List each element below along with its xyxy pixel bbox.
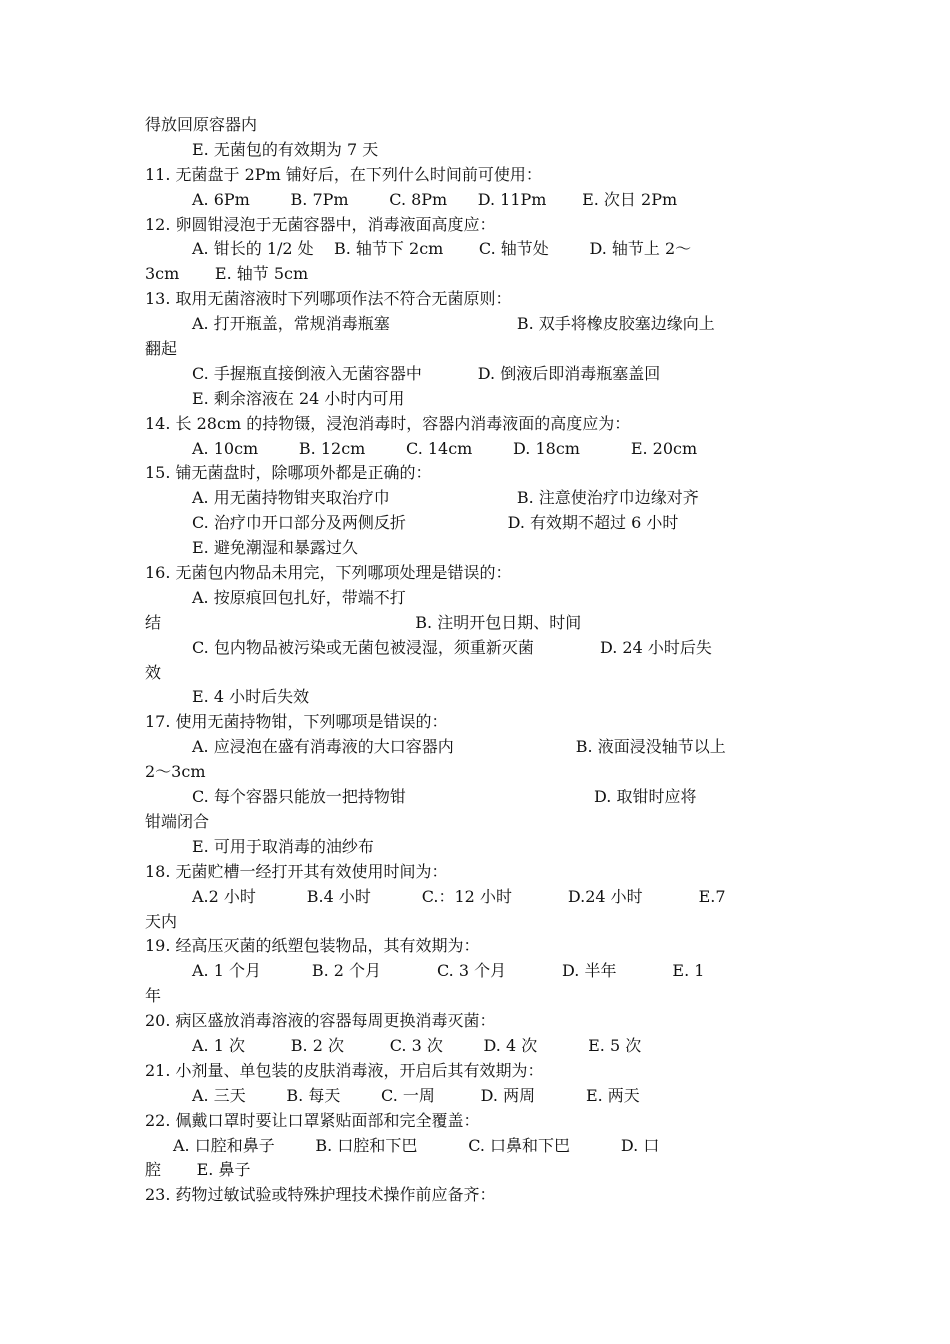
options-15: A. 用无菌持物钳夹取治疗巾 B. 注意使治疗巾边缘对齐 — [192, 488, 699, 508]
options-16-cont: 效 — [145, 662, 162, 682]
options-16-cont: 结 B. 注明开包日期、时间 — [145, 612, 582, 632]
options-20: A. 1 次 B. 2 次 C. 3 次 D. 4 次 E. 5 次 — [192, 1035, 642, 1055]
question-20: 20. 病区盛放消毒溶液的容器每周更换消毒灭菌： — [145, 1011, 496, 1031]
text-line: 得放回原容器内 — [145, 115, 258, 134]
options-18-cont: 天内 — [145, 911, 178, 931]
options-19: A. 1 个月 B. 2 个月 C. 3 个月 D. 半年 E. 1 — [192, 961, 705, 981]
question-14: 14. 长 28cm 的持物镊，浸泡消毒时，容器内消毒液面的高度应为： — [145, 413, 631, 433]
options-18: A.2 小时 B.4 小时 C.：12 小时 D.24 小时 E.7 — [192, 886, 726, 906]
question-12: 12. 卵圆钳浸泡于无菌容器中，消毒液面高度应： — [145, 214, 496, 234]
option-line: E. 无菌包的有效期为 7 天 — [192, 139, 379, 159]
options-11: A. 6Pm B. 7Pm C. 8Pm D. 11Pm E. 次日 2Pm — [192, 189, 678, 209]
question-18: 18. 无菌贮槽一经打开其有效使用时间为： — [145, 861, 448, 881]
question-16: 16. 无菌包内物品未用完，下列哪项处理是错误的： — [145, 563, 512, 583]
document-body — [145, 113, 825, 1208]
question-13: 13. 取用无菌溶液时下列哪项作法不符合无菌原则： — [145, 289, 512, 309]
options-13: A. 打开瓶盖，常规消毒瓶塞 B. 双手将橡皮胶塞边缘向上 — [192, 314, 715, 334]
options-19-cont: 年 — [145, 986, 162, 1006]
options-16: C. 包内物品被污染或无菌包被浸湿，须重新灭菌 D. 24 小时后失 — [192, 637, 712, 657]
options-13: E. 剩余溶液在 24 小时内可用 — [192, 388, 405, 408]
options-12: A. 钳长的 1/2 处 B. 轴节下 2cm C. 轴节处 D. 轴节上 2～ — [192, 239, 692, 259]
options-22: A. 口腔和鼻子 B. 口腔和下巴 C. 口鼻和下巴 D. 口 — [173, 1135, 660, 1155]
options-14: A. 10cm B. 12cm C. 14cm D. 18cm E. 20cm — [192, 438, 698, 458]
question-22: 22. 佩戴口罩时要让口罩紧贴面部和完全覆盖： — [145, 1110, 480, 1130]
options-17: E. 可用于取消毒的油纱布 — [192, 836, 374, 856]
options-17: A. 应浸泡在盛有消毒液的大口容器内 B. 液面浸没轴节以上 — [192, 737, 726, 757]
options-15: C. 治疗巾开口部分及两侧反折 D. 有效期不超过 6 小时 — [192, 513, 679, 533]
question-15: 15. 铺无菌盘时，除哪项外都是正确的： — [145, 463, 432, 483]
question-17: 17. 使用无菌持物钳，下列哪项是错误的： — [145, 712, 448, 732]
question-23: 23. 药物过敏试验或特殊护理技术操作前应备齐： — [145, 1185, 496, 1205]
options-16: E. 4 小时后失效 — [192, 687, 310, 707]
question-19: 19. 经高压灭菌的纸塑包装物品，其有效期为： — [145, 936, 480, 956]
options-12-cont: 3cm E. 轴节 5cm — [145, 264, 309, 284]
options-21: A. 三天 B. 每天 C. 一周 D. 两周 E. 两天 — [192, 1085, 640, 1105]
options-22-cont: 腔 E. 鼻子 — [145, 1160, 251, 1180]
question-21: 21. 小剂量、单包装的皮肤消毒液，开启后其有效期为： — [145, 1060, 544, 1080]
options-17: C. 每个容器只能放一把持物钳 D. 取钳时应将 — [192, 787, 697, 807]
options-13-cont: 翻起 — [145, 339, 178, 359]
options-17-cont: 钳端闭合 — [145, 811, 210, 831]
options-16: A. 按原痕回包扎好，带端不打 — [192, 587, 406, 607]
question-11: 11. 无菌盘于 2Pm 铺好后，在下列什么时间前可使用： — [145, 164, 542, 184]
options-17-cont: 2～3cm — [145, 762, 206, 782]
options-15: E. 避免潮湿和暴露过久 — [192, 538, 358, 558]
options-13: C. 手握瓶直接倒液入无菌容器中 D. 倒液后即消毒瓶塞盖回 — [192, 363, 661, 383]
